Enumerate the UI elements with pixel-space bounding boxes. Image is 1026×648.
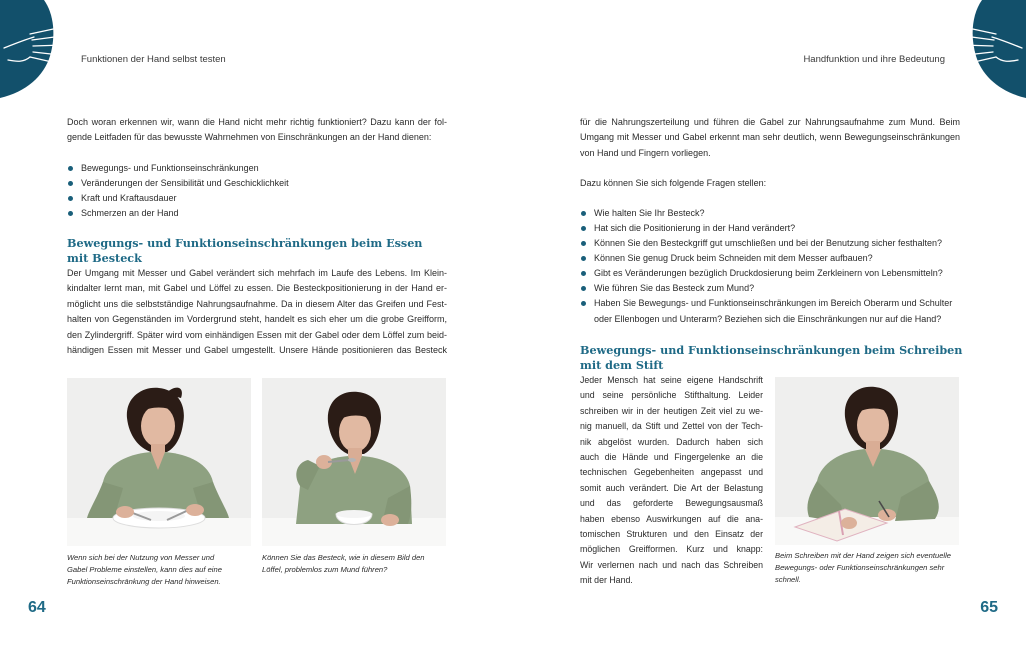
text-line: kindalter lernt man, mit Gabel und Löffel zu essen. Die Besteckpositionierung in der Hand er-	[67, 283, 447, 294]
section-heading-writing	[580, 343, 962, 373]
photo-spoon-to-mouth	[262, 378, 446, 546]
text-line: gende Leitfaden für das bewusste Wahrnehmen von Einschränkungen an der Hand dienen:	[67, 132, 432, 143]
page-number-left: 64	[28, 599, 46, 616]
caption-line: Gabel Probleme einstellen, kann dies auf eine	[67, 565, 222, 574]
caption-knife-and-fork	[67, 552, 251, 588]
caption-line: Funktionseinschränkung der Hand hinweisen.	[67, 577, 221, 586]
caption-spoon	[262, 552, 446, 576]
caption-line: Beim Schreiben mit der Hand zeigen sich eventuelle	[775, 551, 952, 560]
list-item: Haben Sie Bewegungs- und Funktionseinschränkungen im Bereich Oberarm und Schulter	[580, 296, 952, 311]
text-line: Umgang mit Messer und Gabel erkennt man sehr deutlich, wenn Bewegungseinschränkungen	[580, 132, 960, 143]
text-line: halten von Gegenständen im Vordergrund steht, handelt es sich eher um die grobe Greifform,	[67, 314, 447, 325]
text-line: den Zylindergriff. Später wird vom einhändigen Essen mit der Gabel oder dem Löffel zum beid-	[67, 329, 447, 340]
list-item: Veränderungen der Sensibilität und Geschicklichkeit	[67, 176, 289, 191]
text-line: Jeder Mensch hat seine eigene Handschrift	[580, 375, 763, 385]
text-line: mit der Hand.	[580, 575, 633, 586]
text-line: somit auch verändert. Die Art der Belastung	[580, 482, 763, 493]
text-line: und seine persönliche Stifthaltung. Leider	[580, 390, 763, 401]
list-item: Kraft und Kraftausdauer	[67, 191, 289, 206]
running-title-right: Handfunktion und ihre Bedeutung	[803, 54, 945, 65]
intro-paragraph	[67, 115, 447, 146]
continued-paragraph	[580, 115, 960, 161]
caption-line: Wenn sich bei der Nutzung von Messer und	[67, 553, 215, 562]
text-line: von Hand und Fingern vorliegen.	[580, 147, 711, 158]
list-item: Können Sie den Besteckgriff gut umschließen und bei der Benutzung sicher festhalten?	[580, 236, 952, 251]
text-line: tomischen Strukturen und den Einsatz der	[580, 529, 763, 540]
page-number-right: 65	[980, 599, 998, 616]
questions-intro: Dazu können Sie sich folgende Fragen stellen:	[580, 178, 767, 188]
text-line: nig manuell, da Stift und Zettel von der Tech-	[580, 421, 763, 432]
caption-line: schnell.	[775, 575, 801, 584]
caption-line: Können Sie das Besteck, wie in diesem Bild den	[262, 553, 425, 562]
photo-writing	[775, 377, 959, 545]
list-item: Können Sie genug Druck beim Schneiden mit dem Messer aufbauen?	[580, 251, 952, 266]
list-item: Gibt es Veränderungen bezüglich Druckdosierung beim Zerkleinern von Lebensmitteln?	[580, 266, 952, 281]
text-line: haben ebenso Auswirkungen auf die ana-	[580, 513, 763, 524]
list-item: Hat sich die Positionierung in der Hand verändert?	[580, 221, 952, 236]
running-title-left: Funktionen der Hand selbst testen	[81, 54, 226, 65]
writing-paragraph	[580, 373, 763, 589]
corner-blob-right	[956, 0, 1026, 100]
text-line: nik abgelöst wurden. Dadurch haben sich	[580, 436, 763, 447]
list-item: Wie führen Sie das Besteck zum Mund?	[580, 281, 952, 296]
eating-paragraph	[67, 266, 447, 358]
caption-line: Bewegungs- oder Funktionseinschränkungen sehr	[775, 563, 945, 572]
criteria-list	[67, 161, 289, 221]
list-item: Wie halten Sie Ihr Besteck?	[580, 206, 952, 221]
text-line: schreiben wir in der heutigen Zeit viel zu we-	[580, 405, 763, 416]
text-line: technischen Gegebenheiten angepasst und	[580, 467, 763, 478]
caption-line: Löffel, problemlos zum Mund führen?	[262, 565, 388, 574]
heading-line: Bewegungs- und Funktionseinschränkungen beim Essen	[67, 236, 423, 250]
list-item: Schmerzen an der Hand	[67, 206, 289, 221]
caption-writing	[775, 550, 965, 586]
corner-blob-left	[0, 0, 70, 100]
text-line: Wir verlernen nach und nach das Schreiben	[580, 559, 763, 570]
text-line: für die Nahrungszerteilung und führen die Gabel zur Nahrungsaufnahme zum Mund. Beim	[580, 117, 960, 127]
text-line: Der Umgang mit Messer und Gabel verändert sich mehrfach im Laufe des Lebens. Im Klein-	[67, 268, 447, 278]
questions-list	[580, 206, 952, 311]
section-heading-eating	[67, 236, 422, 266]
list-item-continuation: oder Ellenbogen und Unterarm? Beziehen sich die Einschränkungen nur auf die Hand?	[594, 314, 942, 324]
text-line: möglichen Greifformen. Kurz und knapp:	[580, 544, 763, 555]
photo-knife-and-fork	[67, 378, 251, 546]
list-item: Bewegungs- und Funktionseinschränkungen	[67, 161, 289, 176]
heading-line: mit dem Stift	[580, 358, 664, 372]
heading-line: mit Besteck	[67, 251, 142, 265]
text-line: und das geforderte Bewegungsausmaß	[580, 498, 763, 509]
text-line: möglicht uns die selbstständige Nahrungsaufnahme. Da in diesem Alter das Greifen und Fest-	[67, 298, 447, 309]
text-line: Doch woran erkennen wir, wann die Hand nicht mehr richtig funktioniert? Dazu kann der fol-	[67, 117, 447, 127]
text-line: händigen Essen mit Messer und Gabel umgestellt. Unsere Hände positionieren das Besteck	[67, 345, 447, 356]
text-line: auch die Hände und Fingergelenke an die	[580, 452, 763, 463]
heading-line: Bewegungs- und Funktionseinschränkungen beim Schreiben	[580, 343, 963, 357]
